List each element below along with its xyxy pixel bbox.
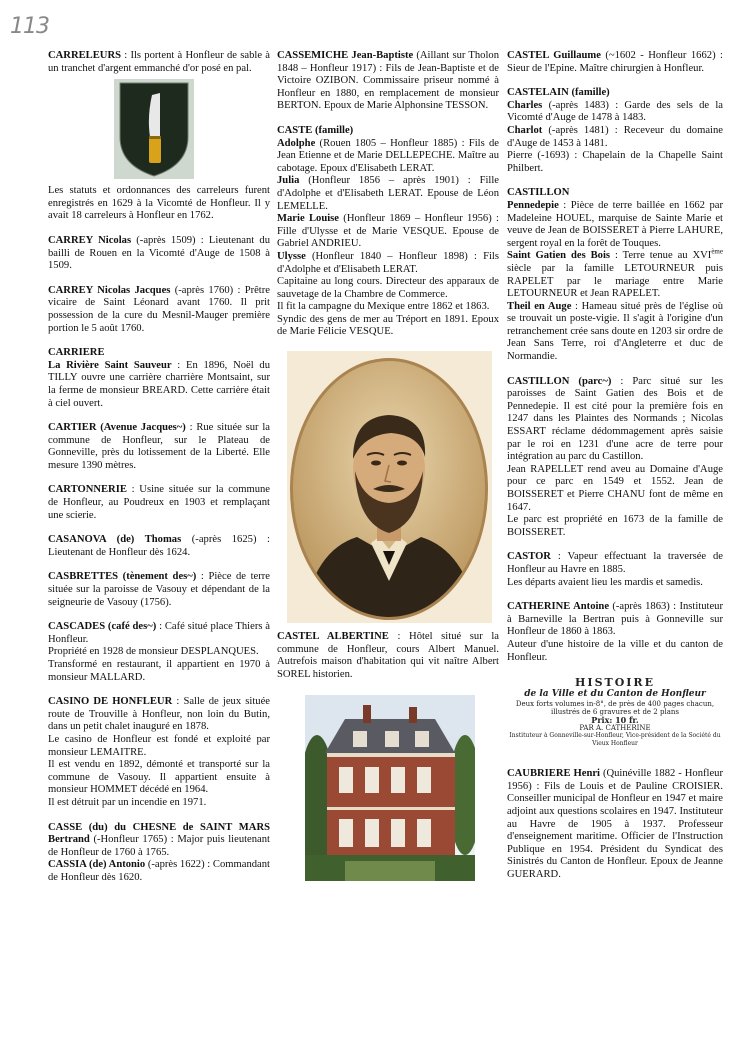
entry-heading: CARTONNERIE xyxy=(48,484,127,496)
book-footer: Instituteur à Gonneville-sur-Honfleur, Vice-président de la Société du Vieux Honfleur xyxy=(509,732,721,748)
entry-text: (Honfleur 1856 – après 1901) : Fille d'Adolphe et d'Elisabeth LERAT. Epouse de Léon LEMELLE. xyxy=(277,175,499,212)
entry-text: : Parc situé sur les paroisses de Saint Gatien des Bois et de Pennedepie. Il est cité pour la première fois en 1247 dans les Plaintes des Normands ; Nicolas ESSART réclame dédommagement après saisie par le roi en 1231 d'une acre de terre pour intégration au parc du Castillon. xyxy=(507,375,723,463)
entry-text: : Salle de jeux située route de Trouville à Honfleur, non loin du Butin, dans un petit chalet inauguré en 1878. xyxy=(48,696,270,733)
entry-text: : Rue située sur la commune de Honfleur, sur le Plateau de Gonneville, près du lotissement de la Liberté. Elle mesure 1390 mètres. xyxy=(48,422,270,471)
entry-text: : Hôtel situé sur la commune de Honfleur, cours Albert Manuel. Autrefois maison d'habitation qui vit naître Albert SOREL historien. xyxy=(277,631,500,680)
entry-heading: CASTELAIN (famille) xyxy=(507,87,610,99)
entry-heading: CASTOR xyxy=(507,551,551,563)
entry-text: : Hameau situé près de l'église où se trouvait un poste-vigie. Il s'agit à l'origine d'un retranchement crée sans doute en 1203 sir ordre de Jean Sans Terre, roi d'Angleterre et duc de Normandie. xyxy=(507,300,723,363)
entry-text: (~1602 - Honfleur 1662) : Sieur de l'Epine. Maître chirurgien à Honfleur. xyxy=(507,50,723,74)
entry-heading: CASTEL Guillaume xyxy=(507,50,601,61)
entry-text: : Vapeur effectuant la traversée de Honfleur au Havre en 1885. xyxy=(507,551,723,575)
entry-heading: CASTE (famille) xyxy=(277,124,354,136)
entry-text: (Honfleur 1840 – Honfleur 1898) : Fils d'Adolphe et d'Elisabeth LERAT. xyxy=(277,250,499,275)
entry-casbrettes xyxy=(48,571,270,609)
entry-subheading: La Rivière Saint Sauveur xyxy=(48,359,172,371)
entry-text: : Pièce de terre baillée en 1662 par Madeleine HOUEL, marquise de Sainte Marie et veuve de Jean de BOISSERET à Pierre LAHURE, sergent royal en la forêt de Touques. xyxy=(507,199,723,249)
person-name: Charles xyxy=(507,99,543,111)
entry-text: Il est détruit par un incendie en 1971. xyxy=(48,796,207,808)
entry-heading: CARRIERE xyxy=(48,347,105,359)
entry-castillon-parc xyxy=(507,376,723,540)
entry-heading: CASSE (du) du CHESNE de SAINT MARS Bertrand xyxy=(48,821,270,846)
entry-text: Il fit la campagne du Mexique entre 1862 et 1863. xyxy=(277,301,490,313)
entry-heading: CASINO DE HONFLEUR xyxy=(48,696,173,708)
coat-of-arms-image xyxy=(114,79,194,179)
entry-cassemiche xyxy=(277,50,499,113)
portrait-photo xyxy=(287,351,492,623)
entry-casino xyxy=(48,696,270,809)
entry-caste xyxy=(277,125,499,339)
entry-text: : Usine située sur la commune de Honfleur, au Poudreux en 1903 et remplaçant une scierie. xyxy=(48,484,270,521)
entry-carriere xyxy=(48,347,270,410)
entry-text: (-après 1483) : Garde des sels de la Vicomté d'Auge de 1478 à 1483. xyxy=(507,99,723,124)
entry-text: (Honfleur 1869 – Honfleur 1956) : Fille d'Ulysse et de Marie VESQUE. Epouse de Gabriel ANDRIEU. xyxy=(277,213,499,250)
entry-castor xyxy=(507,551,723,589)
book-line: Deux forts volumes in-8°, de près de 400 pages chacun, xyxy=(515,700,715,709)
person-name: Ulysse xyxy=(277,250,306,262)
entry-heading: CARRELEURS xyxy=(48,50,121,61)
entry-cassia xyxy=(48,859,270,884)
entry-text: Pierre (-1693) : Chapelain de la Chapelle Saint Philbert. xyxy=(507,150,723,174)
entry-text: Il est vendu en 1892, démonté et transporté sur la commune de Vasouy. Il appartient ensuite à monsieur HOMMET décédé en 1964. xyxy=(48,759,270,796)
entry-text: Capitaine au long cours. Directeur des apparaux de sauvetage de la Chambre de Commerce. xyxy=(277,276,499,300)
entry-heading: CASSEMICHE Jean-Baptiste xyxy=(277,50,414,61)
entry-text: Transformé en restaurant, il appartient en 1970 à monsieur MALLARD. xyxy=(48,659,270,683)
entry-text: (Rouen 1805 – Honfleur 1885) : Fils de Jean Etienne et de Marie DELLEPECHE. Maître au cabotage. Epoux d'Elisabeth LERAT. xyxy=(277,137,499,174)
entry-text: : Pièce de terre située sur la paroisse de Vasouy et dépendant de la seigneurie de Vasouy (1756). xyxy=(48,571,270,608)
entry-caubriere xyxy=(507,768,723,881)
entry-heading: CASTILLON (parc~) xyxy=(507,375,612,387)
entry-text: (-après 1760) : Prêtre vicaire de Saint Léonard avant 1760. Il prit possession de la cure du Mesnil-Mauger première portion le 5 août 1760. xyxy=(48,284,270,334)
entry-carrey-nicolas-jacques xyxy=(48,285,270,335)
entry-text: Propriété en 1928 de monsieur DESPLANQUES. xyxy=(48,646,259,658)
entry-castelain xyxy=(507,87,723,175)
place-name: Theil en Auge xyxy=(507,300,572,312)
house-image xyxy=(305,695,475,881)
house-photo xyxy=(305,695,475,881)
entry-text: (-Honfleur 1765) : Major puis lieutenant de Honfleur de 1760 à 1765. xyxy=(48,834,270,858)
place-name: Pennedepie xyxy=(507,199,559,211)
column-left xyxy=(48,50,270,897)
entry-castel-albertine xyxy=(277,631,499,681)
person-name: Marie Louise xyxy=(277,213,339,225)
entry-heading: CASBRETTES (tènement des~) xyxy=(48,571,197,583)
entry-cartier xyxy=(48,422,270,472)
entry-castillon xyxy=(507,187,723,363)
column-right xyxy=(507,50,723,893)
entry-text: : Terre tenue au XVI xyxy=(610,250,712,262)
entry-text: Les statuts et ordonnances des carreleurs furent enregistrés en 1629 à la Vicomté de Honfleur. Il y avait 18 carreleurs à Honfleur en 1762. xyxy=(48,185,270,222)
entry-heading: CATHERINE Antoine xyxy=(507,601,610,613)
portrait-image xyxy=(287,351,492,623)
entry-text: (-après 1625) : Lieutenant de Honfleur dès 1624. xyxy=(48,534,270,558)
shield-icon xyxy=(114,79,194,179)
page-number: 113 xyxy=(10,14,49,39)
entry-text: (-après 1481) : Receveur du domaine d'Auge de 1453 à 1481. xyxy=(507,124,723,149)
entry-text: (-après 1622) : Commandant de Honfleur dès 1620. xyxy=(48,859,270,883)
entry-text: Syndic des gens de mer au Tréport en 1891. Epoux de Marie Félicie VESQUE. xyxy=(277,313,499,338)
entry-heading: CASTILLON xyxy=(507,187,570,199)
book-price: Prix: 10 fr. xyxy=(591,715,639,726)
book-title-page xyxy=(507,676,723,748)
book-author: PAR A. CATHERINE xyxy=(579,724,651,733)
entry-text: (-après 1509) : Lieutenant du bailli de Rouen en la Vicomté d'Auge de 1508 à 1509. xyxy=(48,234,270,272)
entry-text: Le casino de Honfleur est fondé et exploité par monsieur LEMAITRE. xyxy=(48,733,270,758)
book-line: illustrés de 6 gravures et de 2 plans xyxy=(551,708,679,717)
entry-text: Auteur d'une histoire de la ville et du canton de Honfleur. xyxy=(507,638,723,663)
entry-text: (Quinéville 1882 - Honfleur 1956) : Fils de Louis et de Pauline CROISIER. Conseiller municipal de Honfleur en 1947 et maire adjoint aux questions scolaires en 1947. Instituteur au Havre de 1905 à 1937. Professeur d'enseignement maritime. Officier de l'Instruction Publique en 1954. Président du Syndicat des Sinistrés du Canton de Honfleur. Epoux de Jeanne GUERARD. xyxy=(507,768,723,880)
entry-text: : Ils portent à Honfleur de sable à un tranchet d'argent emmanché d'or posé en pal. xyxy=(48,50,270,74)
entry-heading: CARTIER (Avenue Jacques~) xyxy=(48,422,186,434)
entry-text: : Café situé place Thiers à Honfleur. xyxy=(48,621,270,645)
entry-carreleurs xyxy=(48,50,270,223)
entry-heading: CASCADES (café des~) xyxy=(48,621,157,633)
entry-heading: CASSIA (de) Antonio xyxy=(48,859,146,871)
entry-catherine xyxy=(507,601,723,664)
entry-text: Jean RAPELLET rend aveu au Domaine d'Auge pour ce parc en 1549 et 1552. Jean de BOISSERET et Pierre CHANU font de même en 1647. xyxy=(507,463,723,513)
entry-carrey-nicolas xyxy=(48,235,270,273)
person-name: Julia xyxy=(277,175,300,187)
entry-castel-guillaume xyxy=(507,50,723,75)
entry-heading: CARREY Nicolas Jacques xyxy=(48,284,171,296)
entry-heading: CASANOVA (de) Thomas xyxy=(48,534,182,546)
place-name: Saint Gatien des Bois xyxy=(507,250,611,262)
entry-casanova xyxy=(48,534,270,559)
person-name: Adolphe xyxy=(277,137,316,149)
entry-text: (-après 1863) : Instituteur à Barneville la Bertran puis à Gonneville sur Honfleur de 1860 à 1863. xyxy=(507,601,723,638)
entry-text: siècle par la famille LETOURNEUR puis RAPELET par le mariage entre Marie LETOURNEUR et Jean RAPELET. xyxy=(507,262,723,300)
entry-casse xyxy=(48,822,270,860)
book-title: HISTOIRE xyxy=(575,676,655,690)
entry-heading: CARREY Nicolas xyxy=(48,234,132,246)
entry-cascades xyxy=(48,621,270,684)
column-middle xyxy=(277,50,499,881)
book-subtitle: de la Ville et du Canton de Honfleur xyxy=(524,689,706,700)
entry-text: : En 1896, Noël du TILLY ouvre une carrière charrière Montsaint, sur la ferme de monsieur BREARD. Cette carrière était à ciel ouvert. xyxy=(48,359,270,409)
entry-text: Le parc est propriété en 1673 de la famille de BOISSERET. xyxy=(507,514,723,538)
entry-text: Les départs avaient lieu les mardis et samedis. xyxy=(507,576,703,588)
person-name: Charlot xyxy=(507,124,543,136)
entry-cartonnerie xyxy=(48,484,270,522)
superscript: ème xyxy=(711,247,723,256)
entry-heading: CAUBRIERE Henri xyxy=(507,768,600,780)
entry-heading: CASTEL ALBERTINE xyxy=(277,631,389,643)
entry-text: (Aillant sur Tholon 1848 – Honfleur 1917) : Fils de Jean-Baptiste et de Victoire OZIBON. Commissaire priseur nommé à Honfleur en 1880, en remplacement de monsieur BERTON. Epoux de Marie Alphonsine TESSON. xyxy=(277,50,499,112)
